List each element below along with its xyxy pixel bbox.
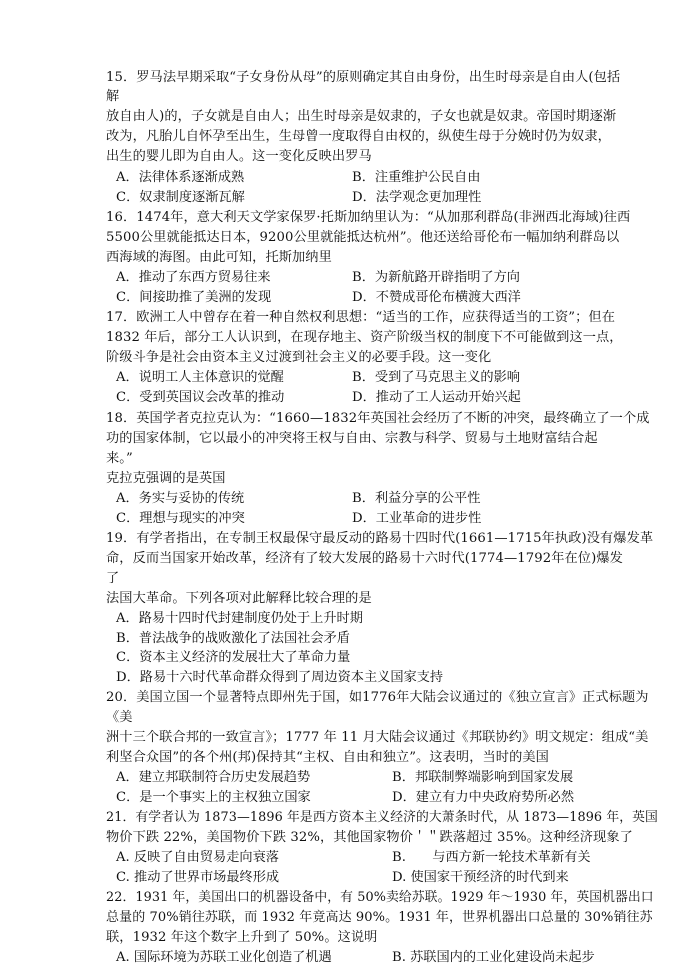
question-text-line: 阶级斗争是社会由资本主义过渡到社会主义的必要手段。这一变化 [106, 350, 492, 365]
option-c: C．受到英国议会改革的推动 [116, 390, 285, 405]
question-text-line: 法国大革命。下列各项对此解释比较合理的是 [106, 591, 372, 606]
option-d: D．法学观念更加理性 [352, 190, 482, 205]
question-text-line: 21．有学者认为 1873—1896 年是西方资本主义经济的大萧条时代，从 1873—1896 年，英国 [106, 810, 658, 825]
option-a: A. 反映了自由贸易走向衰落 [116, 850, 279, 865]
option-c: C．奴隶制度逐渐瓦解 [116, 190, 245, 205]
question-text-line: 总量的 70%销往苏联，而 1932 年竟高达 90%。1931 年，世界机器出口总量的 30%销往苏 [106, 910, 653, 925]
option-b: B．为新航路开辟指明了方向 [352, 270, 520, 285]
option-a: A．路易十四时代封建制度仍处于上升时期 [116, 611, 363, 626]
question-text-line: 1832 年后，部分工人认识到，在现存地主、资产阶级当权的制度下不可能做到这一点， [106, 330, 623, 345]
option-a: A．推动了东西方贸易往来 [116, 270, 271, 285]
option-b: B．普法战争的战败激化了法国社会矛盾 [116, 631, 350, 646]
option-d: D．工业革命的进步性 [352, 511, 482, 526]
option-b: B．受到了马克思主义的影响 [352, 370, 520, 385]
option-b: B. 苏联国内的工业化建设尚未起步 [392, 950, 595, 965]
option-d: D．路易十六时代革命群众得到了周边资本主义国家支持 [116, 670, 444, 685]
question-text-line: 西海域的海图。由此可知，托斯加纳里 [106, 250, 332, 265]
question-text-line: 洲十三个联合邦的一致宣言》；1777 年 11 月大陆会议通过《邦联协约》明文规定：组成“美 [106, 730, 649, 745]
option-a: A．务实与妥协的传统 [116, 491, 245, 506]
option-b: B．利益分享的公平性 [352, 491, 481, 506]
question-text-line: 19．有学者指出，在专制王权最保守最反动的路易十四时代(1661—1715年执政)没有爆发革 [106, 531, 654, 546]
option-c: C. 推动了世界市场最终形成 [116, 870, 280, 885]
question-text-line: 了 [106, 571, 120, 586]
question-text-line: 克拉克强调的是英国 [106, 471, 226, 486]
question-text-line: 5500公里就能抵达日本，9200公里就能抵达杭州”。他还送给哥伦布一幅加纳利群岛以 [106, 230, 620, 245]
option-a: A. 国际环境为苏联工业化创造了机遇 [116, 950, 332, 965]
option-d: D. 使国家干预经济的时代到来 [392, 870, 569, 885]
option-c: C．间接助推了美洲的发现 [116, 290, 272, 305]
question-text-line: 命，反而当国家开始改革，经济有了较大发展的路易十六时代(1774—1792年在位)爆发 [106, 551, 623, 566]
option-b: B. 与西方新一轮技术革新有关 [392, 850, 591, 865]
option-d: D．推动了工人运动开始兴起 [352, 390, 521, 405]
option-a: A．法律体系逐渐成熟 [116, 170, 245, 185]
question-text-line: 物价下跌 22%，美国物价下跌 32%，其他国家物价＇＂跌落超过 35%。这种经济现象了 [106, 830, 633, 845]
question-text-line: 22．1931 年，美国出口的机器设备中，有 50%卖给苏联。1929 年～1930 年，英国机器出口 [106, 890, 654, 905]
option-b: B．邦联制弊端影响到国家发展 [392, 770, 574, 785]
question-text-line: 功的国家体制，它以最小的冲突将王权与自由、宗教与科学、贸易与土地财富结合起 [106, 431, 598, 446]
option-d: D．建立有力中央政府势所必然 [392, 790, 575, 805]
option-a: A．建立邦联制符合历史发展趋势 [116, 770, 311, 785]
question-text-line: 放自由人)的，子女就是自由人；出生时母亲是奴隶的，子女也就是奴隶。帝国时期逐渐 [106, 109, 617, 124]
question-text-line: 《美 [106, 710, 133, 725]
question-text-line: 16．1474年，意大利天文学家保罗·托斯加纳里认为：“从加那利群岛(非洲西北海域)往西 [106, 210, 631, 225]
option-c: C．资本主义经济的发展壮大了革命力量 [116, 650, 351, 665]
question-text-line: 18．英国学者克拉克认为：“1660—1832年英国社会经历了不断的冲突，最终确立了一个成 [106, 411, 650, 426]
option-b: B．注重维护公民自由 [352, 170, 481, 185]
question-text-line: 联，1932 年这个数字上升到了 50%。这说明 [106, 930, 378, 945]
question-text-line: 17．欧洲工人中曾存在着一种自然权利思想：“适当的工作，应获得适当的工资”；但在 [106, 310, 616, 325]
question-text-line: 20．美国立国一个显著特点即州先于国，如1776年大陆会议通过的《独立宣言》正式标题为 [106, 690, 649, 705]
question-text-line: 出生的婴儿即为自由人。这一变化反映出罗马 [106, 149, 372, 164]
question-text-line: 来。” [106, 451, 133, 466]
option-c: C．是一个事实上的主权独立国家 [116, 790, 311, 805]
question-text-line: 改为，凡胎儿自怀孕至出生，生母曾一度取得自由权的，纵使生母于分娩时仍为奴隶， [106, 129, 611, 144]
question-text-line: 15．罗马法早期采取“子女身份从母”的原则确定其自由身份，出生时母亲是自由人(包括 [106, 70, 621, 85]
option-c: C．理想与现实的冲突 [116, 511, 245, 526]
option-d: D．不赞成哥伦布横渡大西洋 [352, 290, 521, 305]
question-text-line: 解 [106, 89, 120, 104]
question-text-line: 利坚合众国”的各个州(邦)保持其“主权、自由和独立”。这表明，当时的美国 [106, 750, 549, 765]
option-a: A．说明工人主体意识的觉醒 [116, 370, 284, 385]
